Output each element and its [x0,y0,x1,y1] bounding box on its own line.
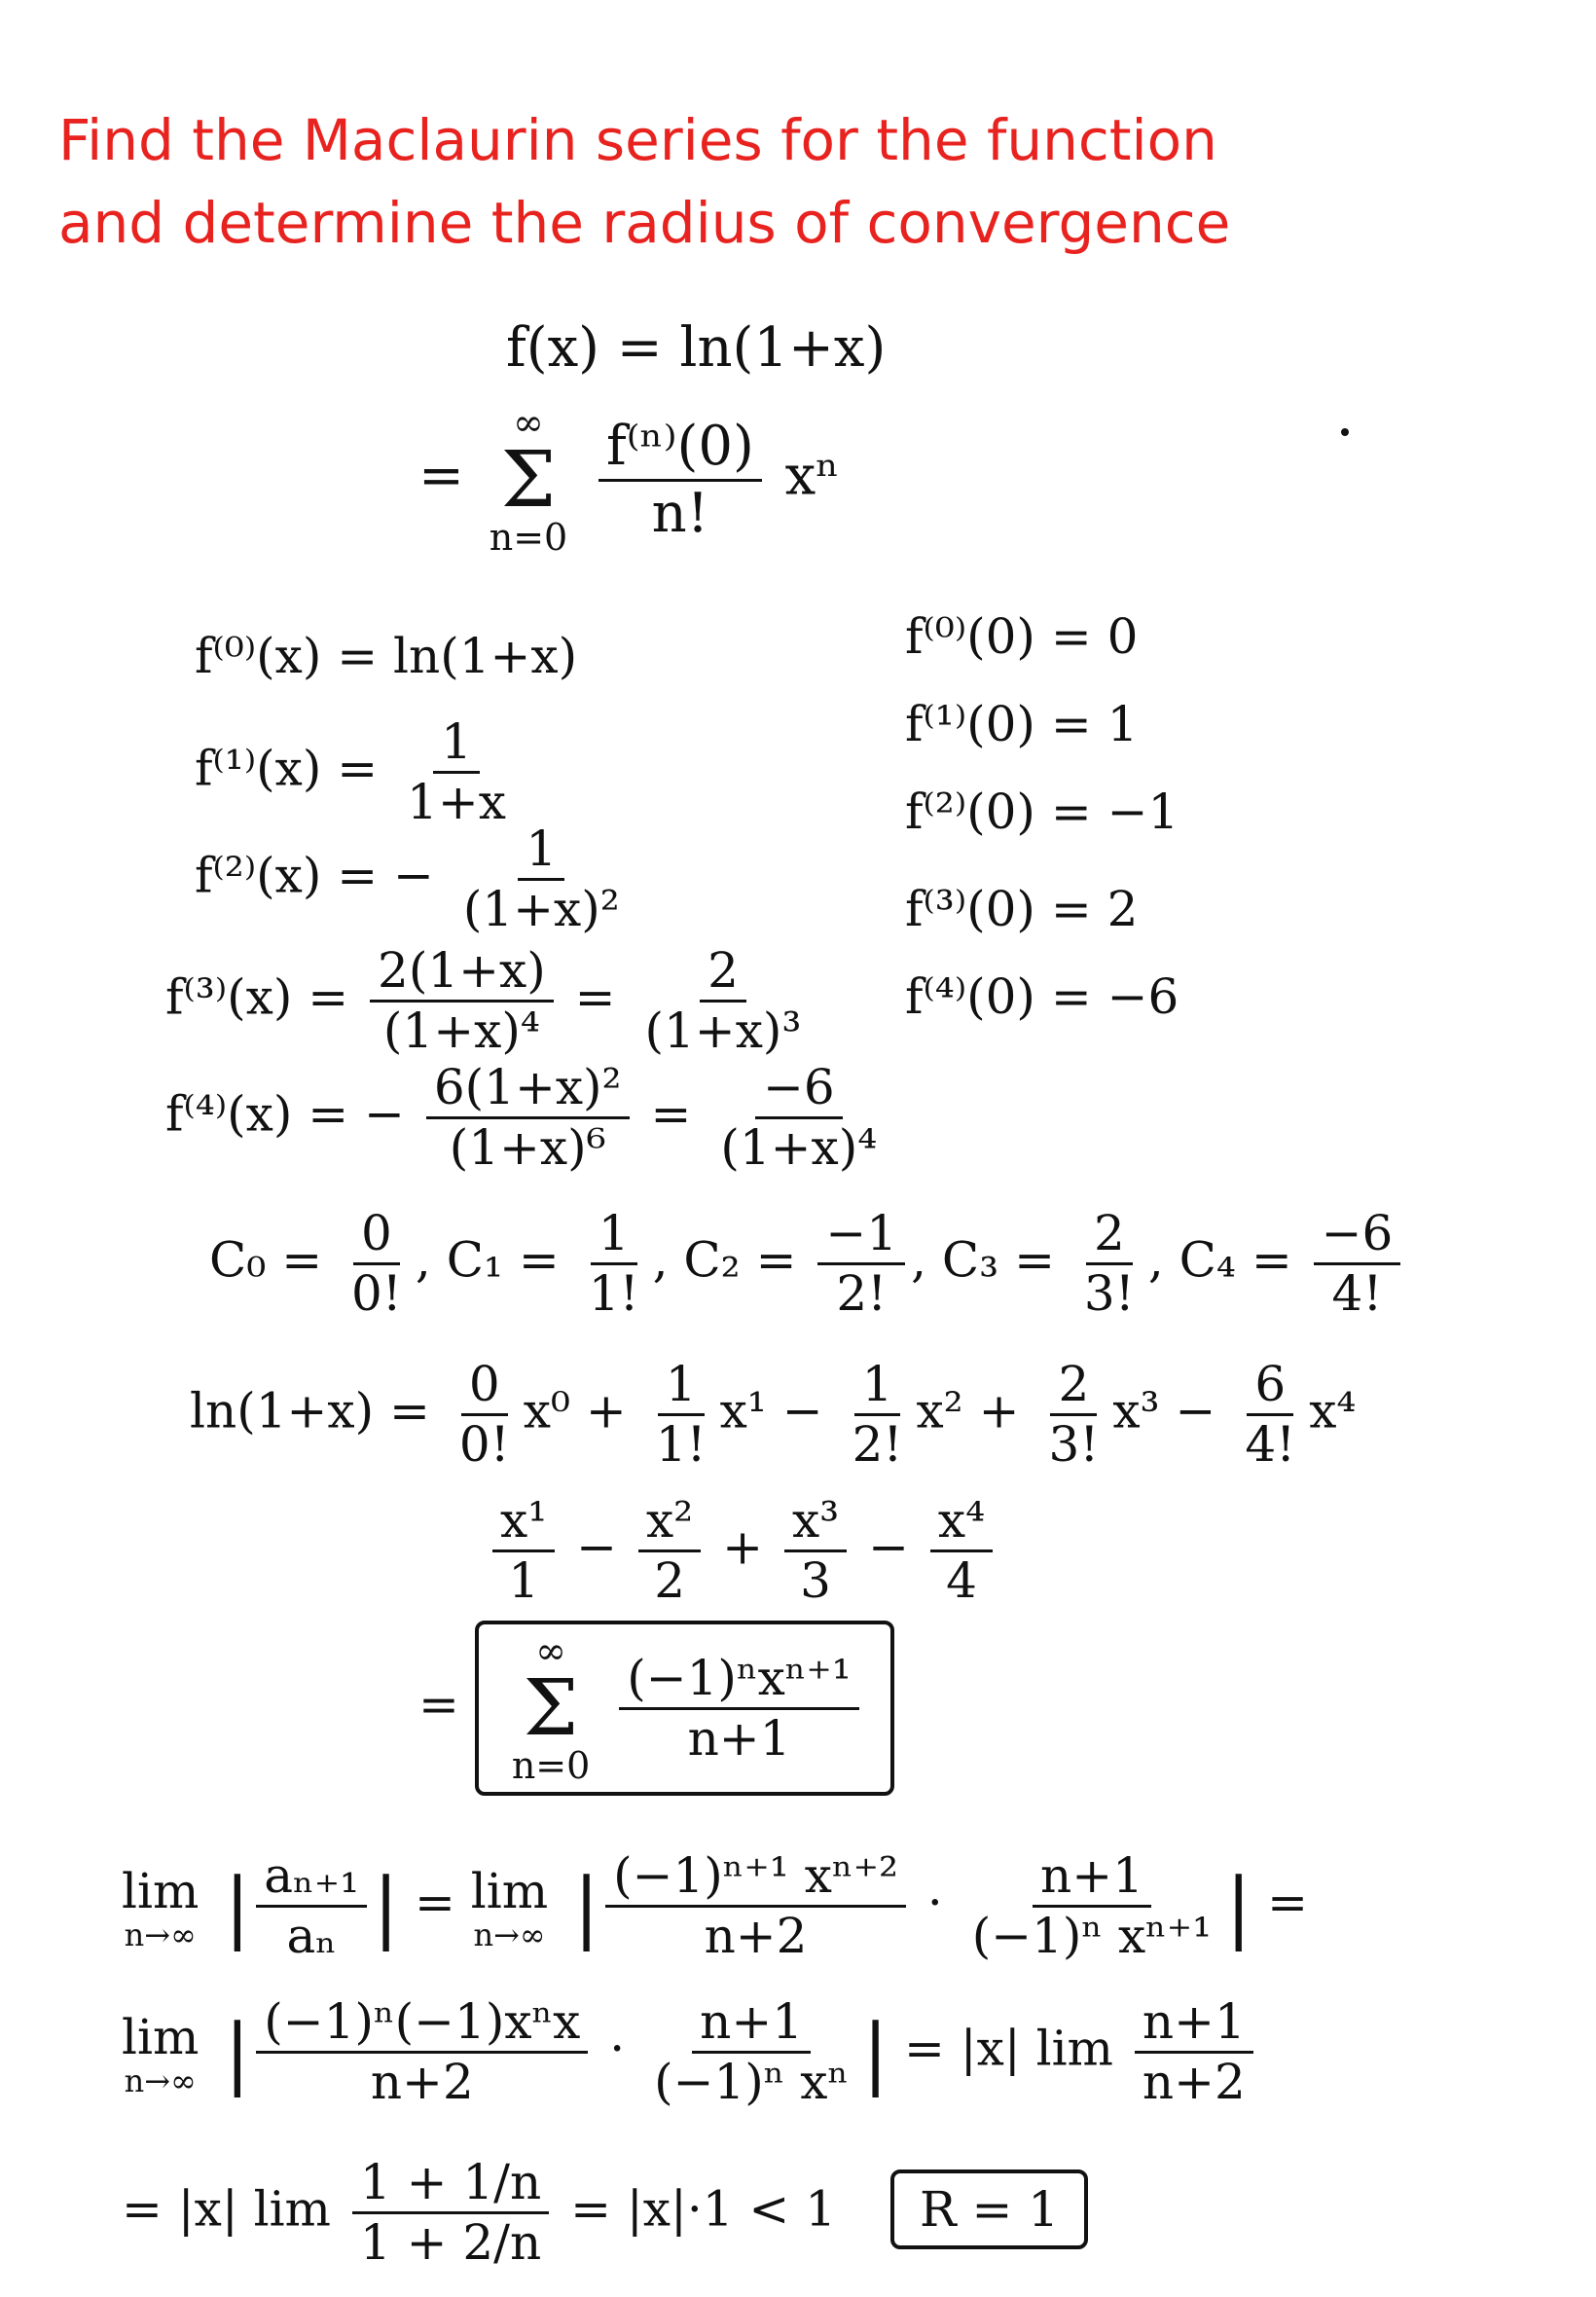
value-at-zero-2: f⁽²⁾(0) = −1 [905,784,1179,840]
ratio-test-line-3: = |x| lim $\frac{1 + 1/n}{1 + 2/n}$ = |x|·1 < 1 R = 1 [122,2156,1088,2270]
derivative-4: f⁽⁴⁾(x) = − $\frac{\text{6(1+x)²}}{\text{(1+x)⁶}}$ = $\frac{-6}{\text{(1+x)⁴}}$ [165,1059,878,1176]
maclaurin-definition [418,401,840,559]
ratio-test-line-2: lim n→∞ | $\frac{\text{(−1)ⁿ(−1)xⁿx}}{n+2}$ · $\frac{n+1}{\text{(−1)ⁿ xⁿ}}$ | = |x| lim $\frac{n+1}{n+2}$ [122,1995,1259,2109]
simplified-row: $\frac{\text{x¹}}{1}$ − $\frac{\text{x²}}{2}$ + $\frac{\text{x³}}{3}$ − $\frac{\text{x⁴}}{4}$ [487,1494,998,1608]
derivative-3: f⁽³⁾(x) = $\frac{2(1+x)}{\text{(1+x)⁴}}$ = $\frac{2}{\text{(1+x)³}}$ [165,942,802,1059]
derivative-0: f⁽⁰⁾(x) = ln(1+x) [195,628,578,684]
derivative-1: f⁽¹⁾(x) = $\frac{1}{1+x}$ [195,713,506,830]
sigma-symbol: Σ [500,434,557,525]
prompt-line-1: Find the Maclaurin series for the function [58,107,1217,173]
coefficients-row: C₀ = $\frac{0}{0!}$ , C₁ = $\frac{1}{1!}$ , C₂ = $\frac{-1}{2!}$ , C₃ = $\frac{2}{3!}$ , C₄ = $\frac{-6}{4!}$ [209,1207,1406,1321]
radius-answer: R = 1 [890,2169,1088,2249]
value-at-zero-1: f⁽¹⁾(0) = 1 [905,696,1139,752]
sum-upper: ∞ [513,401,544,444]
summation [489,401,568,559]
value-at-zero-4: f⁽⁴⁾(0) = −6 [905,968,1179,1025]
result-box: ∞ Σ n=0 $\frac{\text{(−1)ⁿxⁿ⁺¹}}{n+1}$ [475,1621,894,1796]
value-at-zero-0: f⁽⁰⁾(0) = 0 [905,608,1139,665]
value-at-zero-3: f⁽³⁾(0) = 2 [905,881,1139,937]
ratio-test-line-1: lim n→∞ | $\frac{\text{aₙ₊₁}}{\text{aₙ}}$ | = lim n→∞ | $\frac{\text{(−1)ⁿ⁺¹ xⁿ⁺²}}{n+2}$ · $\frac{n+1}{\text{(−1)ⁿ xⁿ⁺¹}}$ | = [122,1847,1308,1964]
result-row: = ∞ Σ n=0 $\frac{\text{(−1)ⁿxⁿ⁺¹}}{n+1}$ [418,1621,894,1796]
equals-sign: = [418,444,464,508]
prompt-line-2: and determine the radius of convergence [58,190,1231,256]
expansion-row: ln(1+x) = $\frac{0}{0!}$ x⁰ + $\frac{1}{1!}$ x¹ − $\frac{1}{2!}$ x² + $\frac{2}{3!}$ x³ − $\frac{6}{4!}$ x⁴ [190,1356,1357,1473]
function-definition: f(x) = ln(1+x) [506,316,887,380]
derivative-2: f⁽²⁾(x) = − $\frac{1}{\text{(1+x)²}}$ [195,820,620,937]
sum-lower: n=0 [489,516,568,559]
definition-fraction: $\frac{\text{f⁽ⁿ⁾(0)}}{n!}$ [598,417,762,543]
definition-power: xⁿ [784,444,840,508]
stray-dot [1341,428,1349,436]
